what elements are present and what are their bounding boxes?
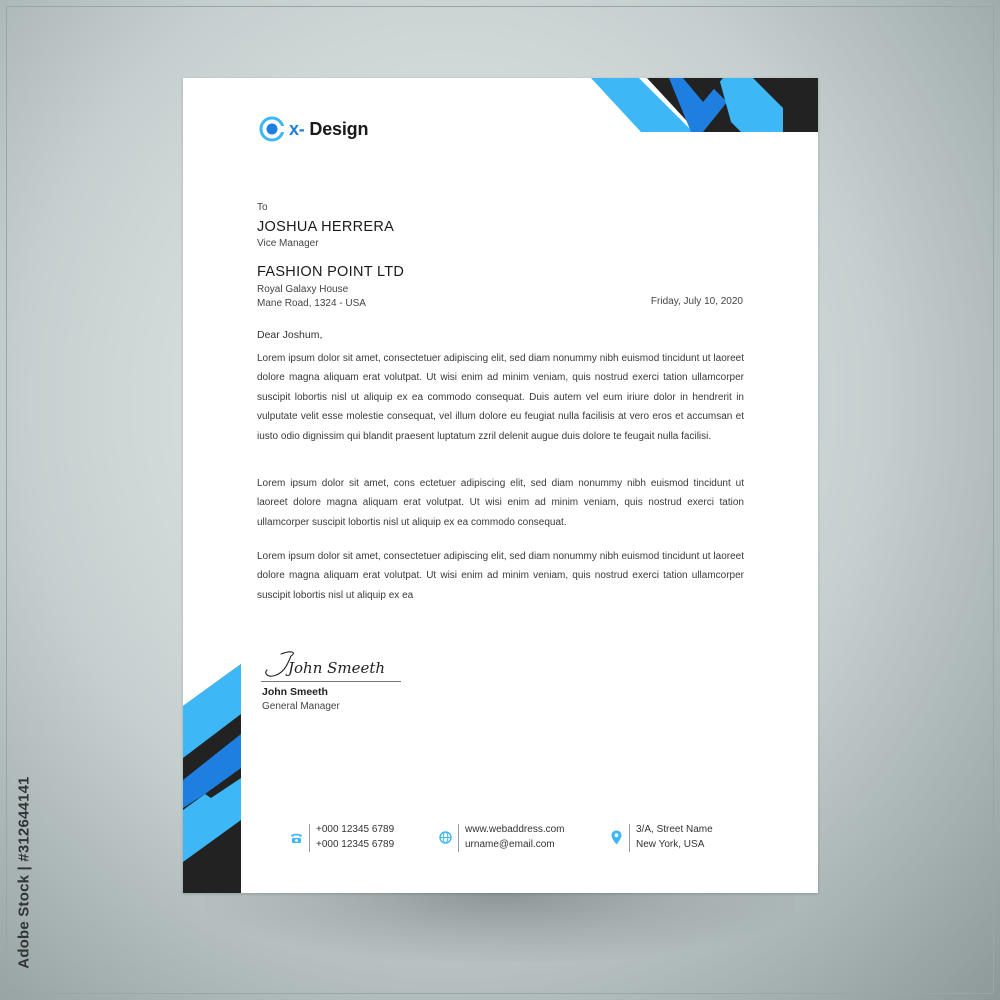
body-paragraph-3: Lorem ipsum dolor sit amet, consectetuer adipiscing elit, sed diam nonummy nibh euismod tincidunt ut laoreet dolore magna aliquam erat volutpat. Ut wisi enim ad minim veniam, quis nostrud exerci tation ullamcorper suscipit lobortis nisl ut aliquip ex ea bbox=[257, 551, 744, 601]
handwritten-signature bbox=[261, 646, 406, 682]
location-pin-icon bbox=[608, 830, 624, 845]
recipient-address-line1: Royal Galaxy House bbox=[257, 284, 349, 295]
stock-watermark bbox=[14, 760, 34, 985]
logo-mark-icon bbox=[258, 116, 286, 142]
logo-name: Design bbox=[309, 118, 369, 139]
recipient-address-line2: Mane Road, 1324 - USA bbox=[257, 298, 366, 309]
recipient-company: FASHION POINT LTD bbox=[257, 264, 405, 280]
email-line: urname@email.com bbox=[465, 838, 555, 850]
phone-line-1: +000 12345 6789 bbox=[316, 824, 395, 835]
body-paragraph-1: Lorem ipsum dolor sit amet, consectetuer adipiscing elit, sed diam nonummy nibh euismod tincidunt ut laoreet dolore magna aliquam erat volutpat. Ut wisi enim ad minim veniam, quis nostrud exerci tation ullamcorper suscipit lobortis nisl ut aliquip ex ea commodo consequat. Duis autem vel eum iriure dolor in hendrerit in vulputate velit esse molestie consequat, vel illum dolore eu feugiat nulla facilisis at vero eros et accumsan et iusto odio dignissim qui blandit praesent luptatum zzril delenit augue duis dolore te feugait nulla facilisi. bbox=[257, 353, 744, 442]
letterhead-page bbox=[183, 78, 818, 893]
contact-divider bbox=[458, 824, 459, 852]
phone-icon bbox=[288, 832, 304, 844]
recipient-name: JOSHUA HERRERA bbox=[257, 219, 395, 235]
logo-mark-text: x- bbox=[289, 118, 305, 139]
logo-text bbox=[289, 119, 368, 140]
greeting: Dear Joshum, bbox=[257, 329, 323, 341]
contact-address bbox=[608, 823, 713, 852]
recipient-role: Vice Manager bbox=[257, 238, 319, 249]
phone-line-2: +000 12345 6789 bbox=[316, 838, 395, 850]
company-logo bbox=[258, 116, 368, 142]
contact-divider bbox=[309, 824, 310, 852]
address-line-1: 3/A, Street Name bbox=[636, 824, 713, 835]
watermark-text: Adobe Stock | #312644141 bbox=[15, 776, 33, 969]
address-line-2: New York, USA bbox=[636, 838, 705, 850]
signer-title: General Manager bbox=[262, 701, 340, 712]
globe-icon bbox=[437, 831, 453, 844]
signer-name: John Smeeth bbox=[262, 686, 328, 698]
to-label: To bbox=[257, 202, 268, 213]
contact-divider bbox=[629, 824, 630, 852]
contact-phone bbox=[288, 823, 394, 852]
body-paragraph-2: Lorem ipsum dolor sit amet, cons ectetuer adipiscing elit, sed diam nonummy nibh euismod tincidunt ut laoreet dolore magna aliquam erat volutpat. Ut wisi enim ad minim veniam, quis nostrud exerci tation ullamcorper suscipit lobortis nisl ut aliquip ex ea commodo consequat. bbox=[257, 478, 744, 528]
letter-date: Friday, July 10, 2020 bbox=[650, 296, 743, 307]
contact-web bbox=[437, 823, 564, 852]
website-line: www.webaddress.com bbox=[465, 824, 565, 835]
page-shadow bbox=[205, 892, 795, 962]
signature-line bbox=[261, 681, 401, 682]
signature-script: John Smeeth bbox=[288, 659, 386, 677]
